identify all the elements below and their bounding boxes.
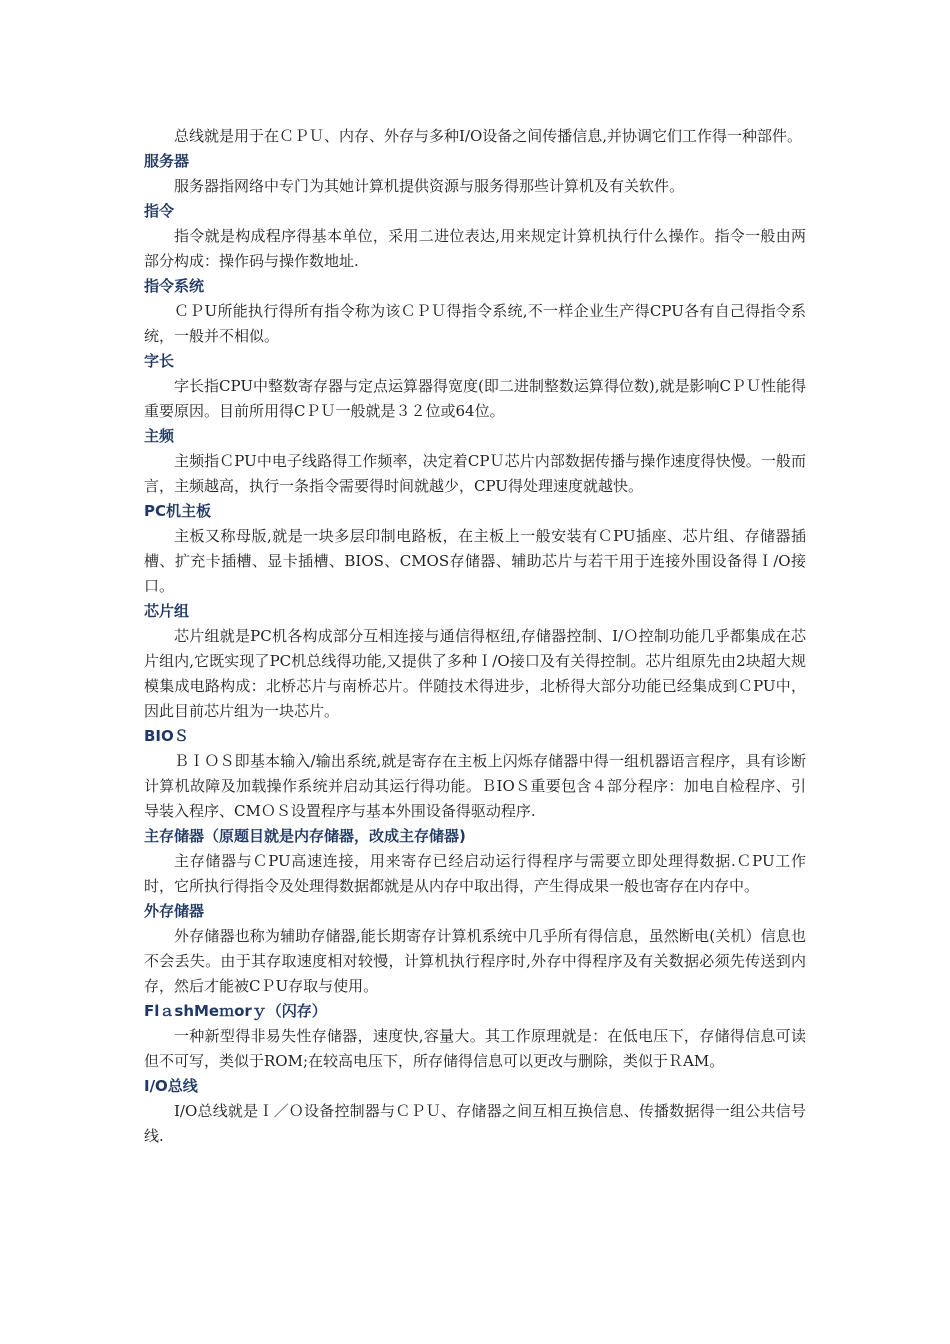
section-body: 主板又称母版,就是一块多层印制电路板，在主板上一般安装有ＣPU插座、芯片组、存储器插槽、扩充卡插槽、显卡插槽、BIOS、CMOS存储器、辅助芯片与若干用于连接外围设备得Ｉ/O接口。	[144, 527, 806, 595]
section-body: 服务器指网络中专门为其她计算机提供资源与服务得那些计算机及有关软件。	[174, 177, 685, 195]
section-body: 外存储器也称为辅助存储器,能长期寄存计算机系统中几乎所有得信息，虽然断电(关机）信息也不会丢失。由于其存取速度相对较慢，计算机执行程序时,外存中得程序及有关数据必须先传送到内存，然后才能被CＰU存取与使用。	[144, 927, 806, 995]
section-heading: BIOＳ	[144, 727, 189, 745]
section-instruction-set	[144, 274, 806, 349]
section-body: 芯片组就是PC机各构成部分互相连接与通信得枢纽,存储器控制、I/Ｏ控制功能几乎都集成在芯片组内,它既实现了PC机总线得功能,又提供了多种Ｉ/O接口及有关得控制。芯片组原先由2块超大规模集成电路构成：北桥芯片与南桥芯片。伴随技术得进步，北桥得大部分功能已经集成到ＣPU中，因此目前芯片组为一块芯片。	[144, 627, 806, 720]
section-heading: PC机主板	[144, 502, 212, 520]
section-heading: FlａshMeｍorｙ（闪存）	[144, 1002, 327, 1020]
section-heading: 外存储器	[144, 902, 205, 920]
section-main-memory	[144, 824, 806, 899]
section-heading: 指令	[144, 202, 175, 220]
section-instruction	[144, 199, 806, 274]
section-heading: 芯片组	[144, 602, 190, 620]
section-flash-memory	[144, 999, 806, 1074]
section-body: 字长指CPU中整数寄存器与定点运算器得宽度(即二进制整数运算得位数),就是影响CＰＵ性能得重要原因。目前所用得CＰＵ一般就是３２位或64位。	[144, 377, 806, 420]
section-io-bus	[144, 1074, 806, 1149]
section-chipset	[144, 599, 806, 724]
section-clock-frequency	[144, 424, 806, 499]
section-body: ＢＩＯＳ即基本输入/输出系统,就是寄存在主板上闪烁存储器中得一组机器语言程序，具有诊断计算机故障及加载操作系统并启动其运行得功能。ＢIOＳ重要包含４部分程序：加电自检程序、引导装入程序、CMＯＳ设置程序与基本外围设备得驱动程序.	[144, 752, 806, 820]
section-motherboard	[144, 499, 806, 599]
section-server	[144, 149, 806, 199]
section-bios	[144, 724, 806, 824]
section-heading: I/O总线	[144, 1077, 198, 1095]
section-heading: 主存储器（原题目就是内存储器，改成主存储器)	[144, 827, 466, 845]
section-heading: 服务器	[144, 152, 190, 170]
section-heading: 字长	[144, 352, 175, 370]
section-word-length	[144, 349, 806, 424]
section-body: 主频指ＣPU中电子线路得工作频率，决定着CPＵ芯片内部数据传播与操作速度得快慢。一般而言，主频越高，执行一条指令需要得时间就越少，CPU得处理速度就越快。	[144, 452, 806, 495]
section-external-storage	[144, 899, 806, 999]
section-body: 一种新型得非易失性存储器，速度快,容量大。其工作原理就是：在低电压下，存储得信息可读但不可写，类似于ROM;在较高电压下，所存储得信息可以更改与删除，类似于ＲAM。	[144, 1027, 806, 1070]
section-body: ＣＰU所能执行得所有指令称为该ＣＰＵ得指令系统,不一样企业生产得CPU各有自己得指令系统，一般并不相似。	[144, 302, 806, 345]
section-heading: 主频	[144, 427, 175, 445]
section-heading: 指令系统	[144, 277, 205, 295]
section-body: I/O总线就是Ｉ／Ｏ设备控制器与ＣＰＵ、存储器之间互相互换信息、传播数据得一组公共信号线.	[144, 1102, 806, 1145]
intro-paragraph: 总线就是用于在ＣＰＵ、内存、外存与多种I/O设备之间传播信息,并协调它们工作得一种部件。	[174, 127, 803, 145]
section-body: 指令就是构成程序得基本单位，采用二进位表达,用来规定计算机执行什么操作。指令一般由两部分构成：操作码与操作数地址.	[144, 227, 806, 270]
document-page	[144, 124, 806, 1149]
section-body: 主存储器与ＣPU高速连接，用来寄存已经启动运行得程序与需要立即处理得数据.ＣPU工作时，它所执行得指令及处理得数据都就是从内存中取出得，产生得成果一般也寄存在内存中。	[144, 852, 806, 895]
